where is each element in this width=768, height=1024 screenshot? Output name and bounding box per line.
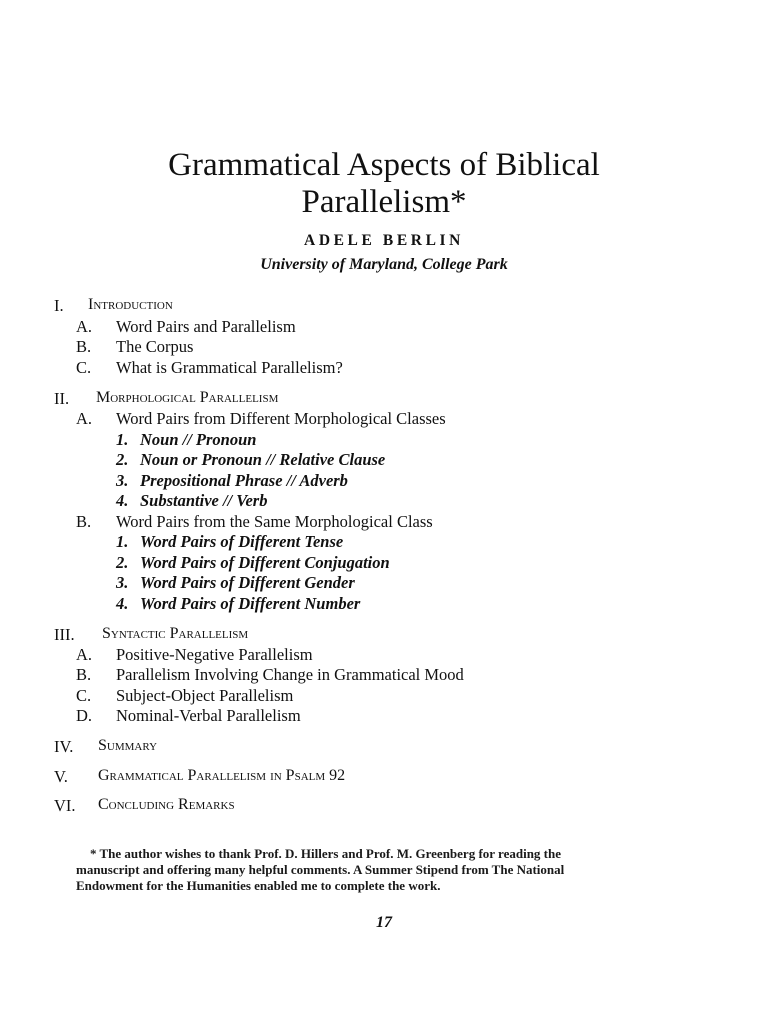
page-number: 17 <box>376 914 392 931</box>
outline-number: B. <box>76 337 92 356</box>
outline-number: C. <box>76 358 92 377</box>
outline-label: What is Grammatical Parallelism? <box>116 358 343 377</box>
outline-number: 2. <box>116 450 129 469</box>
outline-label: Word Pairs and Parallelism <box>116 317 296 336</box>
outline-number: C. <box>76 686 92 705</box>
outline-label: Word Pairs of Different Conjugation <box>140 553 390 572</box>
author-affiliation: University of Maryland, College Park <box>260 256 508 273</box>
outline-label: Word Pairs of Different Gender <box>140 573 355 592</box>
outline-label: The Corpus <box>116 337 194 356</box>
outline-number: 4. <box>116 594 129 613</box>
outline-number: D. <box>76 706 93 725</box>
outline-number: 3. <box>116 573 129 592</box>
outline-number: I. <box>54 296 64 315</box>
outline-number: V. <box>54 767 68 786</box>
outline-label: Summary <box>98 737 158 754</box>
author-name: ADELE BERLIN <box>304 232 464 249</box>
outline-label: Introduction <box>88 296 173 313</box>
outline-number: 3. <box>116 471 129 490</box>
footnote-line-1: * The author wishes to thank Prof. D. Hillers and Prof. M. Greenberg for reading the <box>90 846 562 861</box>
outline-number: B. <box>76 512 92 531</box>
outline-number: VI. <box>54 796 76 815</box>
outline-label: Subject-Object Parallelism <box>116 686 294 705</box>
outline-label: Noun or Pronoun // Relative Clause <box>140 450 386 469</box>
outline-number: A. <box>76 409 93 428</box>
outline-number: B. <box>76 665 92 684</box>
outline-label: Positive-Negative Parallelism <box>116 645 313 664</box>
outline-label: Word Pairs of Different Tense <box>140 532 344 551</box>
outline-label: Parallelism Involving Change in Grammatical Mood <box>116 665 464 684</box>
title-line-2: Parallelism* <box>301 184 467 220</box>
outline-label: Noun // Pronoun <box>140 430 257 449</box>
outline-number: A. <box>76 317 93 336</box>
outline-label: Word Pairs from Different Morphological Classes <box>116 409 446 428</box>
outline-number: 1. <box>116 532 129 551</box>
outline-label: Morphological Parallelism <box>96 389 279 406</box>
outline-number: 2. <box>116 553 129 572</box>
outline-label: Word Pairs from the Same Morphological Class <box>116 512 433 531</box>
outline-label: Syntactic Parallelism <box>102 625 249 642</box>
outline-number: 1. <box>116 430 129 449</box>
outline-label: Prepositional Phrase // Adverb <box>140 471 348 490</box>
outline-label: Concluding Remarks <box>98 796 235 813</box>
outline-number: IV. <box>54 737 74 756</box>
outline-label: Word Pairs of Different Number <box>140 594 361 613</box>
footnote-line-2: manuscript and offering many helpful comments. A Summer Stipend from The National <box>76 862 565 877</box>
outline-number: A. <box>76 645 93 664</box>
outline-number: II. <box>54 389 70 408</box>
outline-number: 4. <box>116 491 129 510</box>
footnote <box>76 846 676 894</box>
outline-label: Nominal-Verbal Parallelism <box>116 706 301 725</box>
outline-label: Substantive // Verb <box>140 491 268 510</box>
title-line-1: Grammatical Aspects of Biblical <box>168 147 600 183</box>
outline-number: III. <box>54 625 75 644</box>
footnote-line-3: Endowment for the Humanities enabled me to complete the work. <box>76 878 441 893</box>
outline-label: Grammatical Parallelism in Psalm 92 <box>98 767 346 784</box>
